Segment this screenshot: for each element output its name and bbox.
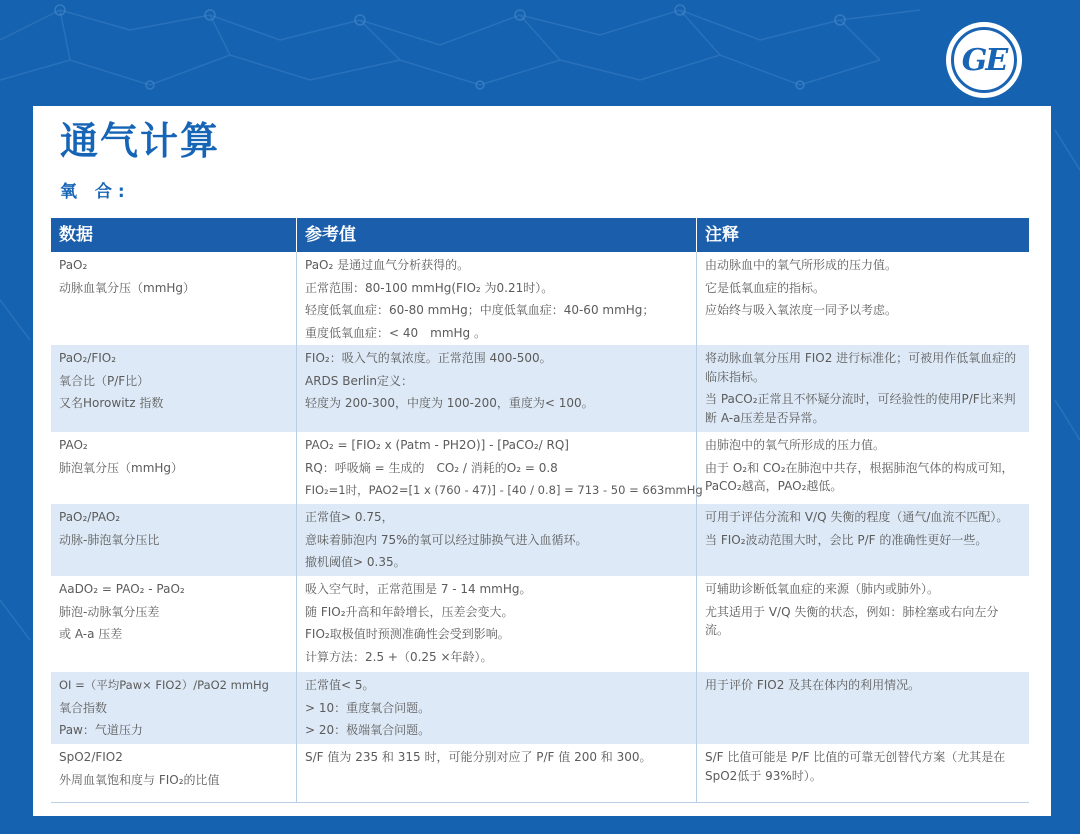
ge-logo xyxy=(946,22,1022,98)
cell-reference: 正常值< 5。 > 10：重度氧合问题。 > 20：极端氧合问题。 xyxy=(297,672,697,744)
table-row xyxy=(51,432,1029,504)
cell-data: SpO2/FIO2 外周血氧饱和度与 FIO₂的比值 xyxy=(51,744,297,802)
section-subtitle: 氧 合: xyxy=(60,182,131,202)
cell-notes: 可辅助诊断低氧血症的来源（肺内或肺外）。 尤其适用于 V/Q 失衡的状态，例如：肺栓塞或右向左分流。 xyxy=(705,582,999,637)
header-reference: 参考值 xyxy=(297,218,697,252)
cell-data: AaDO₂ = PAO₂ - PaO₂ 肺泡-动脉氧分压差 或 A-a 压差 xyxy=(51,576,297,672)
table-header xyxy=(51,218,1029,252)
cell-data: OI =（平均Paw× FIO2）/PaO2 mmHg 氧合指数 Paw：气道压力 xyxy=(51,672,297,744)
table-row xyxy=(51,345,1029,432)
table-row xyxy=(51,504,1029,576)
cell-data: PAO₂ 肺泡氧分压（mmHg） xyxy=(51,432,297,504)
cell-data: PaO₂/FIO₂ 氧合比（P/F比） 又名Horowitz 指数 xyxy=(51,345,297,432)
cell-notes: 由动脉血中的氧气所形成的压力值。 它是低氧血症的指标。 应始终与吸入氧浓度一同予以考虑。 xyxy=(705,258,898,317)
cell-reference: S/F 值为 235 和 315 时，可能分别对应了 P/F 值 200 和 300。 xyxy=(297,744,697,802)
cell-notes: S/F 比值可能是 P/F 比值的可靠无创替代方案（尤其是在 SpO2低于 93%时）。 xyxy=(705,750,1006,783)
table-bottom-border xyxy=(51,802,1029,803)
cell-reference: PAO₂ = [FIO₂ x (Patm - PH2O)] - [PaCO₂/ RQ] RQ：呼吸熵 = 生成的 CO₂ / 消耗的O₂ = 0.8 FIO₂=1时，PAO2=[1 x (760 - 47)] - [40 / 0.8] = 713 - 50 = 663mmHg xyxy=(297,432,697,504)
content-card xyxy=(33,106,1051,816)
table-row xyxy=(51,744,1029,802)
cell-notes: 用于评价 FIO2 及其在体内的利用情况。 xyxy=(705,678,921,692)
table-row xyxy=(51,672,1029,744)
cell-notes: 可用于评估分流和 V/Q 失衡的程度（通气/血流不匹配）。 当 FIO₂波动范围大时，会比 P/F 的准确性更好一些。 xyxy=(705,510,1009,547)
cell-reference: FIO₂：吸入气的氧浓度。正常范围 400-500。 ARDS Berlin定义： 轻度为 200-300，中度为 100-200，重度为< 100。 xyxy=(297,345,697,432)
cell-reference: 吸入空气时，正常范围是 7 - 14 mmHg。 随 FIO₂升高和年龄增长，压差会变大。 FIO₂取极值时预测准确性会受到影响。 计算方法：2.5 +（0.25 ×年龄）。 xyxy=(297,576,697,672)
cell-notes: 将动脉血氧分压用 FIO2 进行标准化；可被用作低氧血症的临床指标。 当 PaCO₂正常且不怀疑分流时，可经验性的使用P/F比来判断 A-a压差是否异常。 xyxy=(705,351,1017,425)
ge-logo-monogram: GE xyxy=(951,27,1017,93)
ventilation-table xyxy=(51,218,1029,803)
header-notes: 注释 xyxy=(705,225,739,245)
table-row xyxy=(51,252,1029,345)
cell-notes: 由肺泡中的氧气所形成的压力值。 由于 O₂和 CO₂在肺泡中共存，根据肺泡气体的构成可知，PaCO₂越高，PAO₂越低。 xyxy=(705,438,1014,493)
table-row xyxy=(51,576,1029,672)
page-title: 通气计算 xyxy=(60,119,221,163)
cell-reference: 正常值> 0.75， 意味着肺泡内 75%的氧可以经过肺换气进入血循环。 撤机阈值> 0.35。 xyxy=(297,504,697,576)
cell-data: PaO₂/PAO₂ 动脉-肺泡氧分压比 xyxy=(51,504,297,576)
header-data: 数据 xyxy=(51,218,297,252)
cell-data: PaO₂ 动脉血氧分压（mmHg） xyxy=(51,252,297,345)
cell-reference: PaO₂ 是通过血气分析获得的。 正常范围：80-100 mmHg(FIO₂ 为0.21时）。 轻度低氧血症：60-80 mmHg；中度低氧血症：40-60 mmHg； 重度低氧血症：< 40 mmHg 。 xyxy=(297,252,697,345)
